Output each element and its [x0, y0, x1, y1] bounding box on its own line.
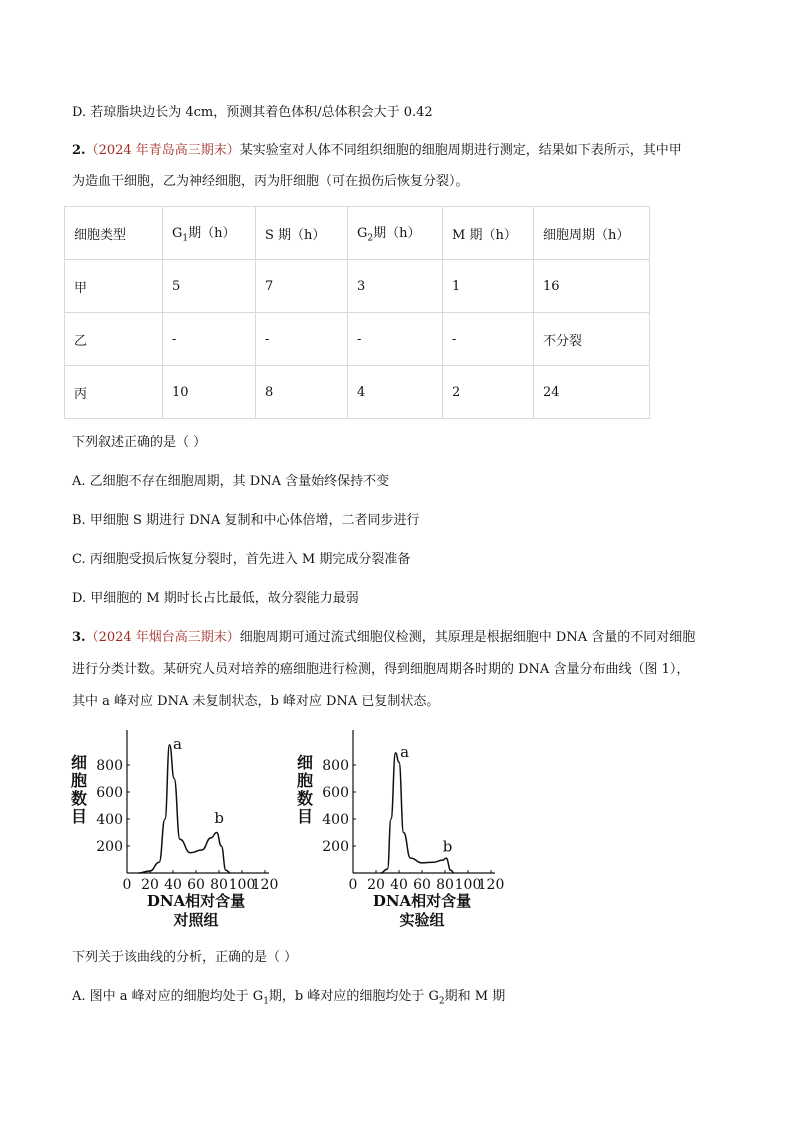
- table-cell: -: [256, 313, 348, 366]
- control-group-chart: [64, 718, 294, 933]
- y-tick-label: 400: [322, 812, 349, 828]
- q3-stem-line3: 其中 a 峰对应 DNA 未复制状态，b 峰对应 DNA 已复制状态。: [72, 694, 440, 709]
- x-axis-label: DNA相对含量: [146, 892, 246, 910]
- y-tick-label: 800: [322, 758, 349, 774]
- table-row: [65, 313, 650, 366]
- table-cell: 10: [163, 366, 256, 419]
- table-cell: 7: [256, 260, 348, 313]
- header-g2: $G_2$期（h）: [348, 207, 443, 260]
- table-cell: 不分裂: [534, 313, 650, 366]
- q3-option-a: A. 图中 a 峰对应的细胞均处于 $G_1$期，b 峰对应的细胞均处于 $G_2$期和 M 期: [72, 989, 506, 1007]
- x-tick-label: 40: [164, 877, 182, 893]
- q2-stem-line2: 为造血干细胞，乙为神经细胞，丙为肝细胞（可在损伤后恢复分裂）。: [72, 174, 469, 189]
- q3-stem-line2: 进行分类计数。某研究人员对培养的癌细胞进行检测，得到细胞周期各时期的 DNA 含量分布曲线（图 1），: [72, 662, 690, 677]
- cell-cycle-table: [64, 206, 650, 419]
- y-tick-label: 600: [322, 785, 349, 801]
- x-tick-label: 0: [122, 877, 132, 893]
- y-axis-label-char: 细: [296, 753, 314, 772]
- question-number: 2.: [72, 143, 86, 158]
- table-row: [65, 260, 650, 313]
- chart-title: 实验组: [399, 911, 445, 929]
- x-tick-label: 0: [348, 877, 358, 893]
- y-axis-label-char: 目: [70, 807, 88, 826]
- table-cell: -: [348, 313, 443, 366]
- x-tick-label: 20: [141, 877, 159, 893]
- table-cell: 16: [534, 260, 650, 313]
- y-tick-label: 200: [322, 839, 349, 855]
- table-cell: 5: [163, 260, 256, 313]
- chart-title: 对照组: [173, 911, 219, 929]
- peak-label: b: [442, 837, 453, 856]
- header-cell-type: 细胞类型: [65, 207, 163, 260]
- table-cell: 甲: [65, 260, 163, 313]
- x-tick-label: 80: [210, 877, 228, 893]
- y-tick-label: 600: [96, 785, 123, 801]
- y-tick-label: 800: [96, 758, 123, 774]
- question-source: （2024 年烟台高三期末）: [85, 630, 240, 645]
- x-tick-label: 120: [251, 877, 279, 893]
- table-cell: -: [163, 313, 256, 366]
- table-cell: 丙: [65, 366, 163, 419]
- y-axis-label-char: 胞: [70, 771, 88, 790]
- table-cell: 24: [534, 366, 650, 419]
- peak-label: a: [173, 734, 182, 753]
- table-cell: -: [443, 313, 534, 366]
- q2-stem-line1: [72, 141, 682, 161]
- table-header-row: [65, 207, 650, 260]
- header-s: S 期（h）: [256, 207, 348, 260]
- q1-option-d: D. 若琼脂块边长为 4cm，预测其着色体积/总体积会大于 0.42: [72, 105, 433, 120]
- y-axis-label-char: 数: [296, 789, 314, 808]
- y-axis-label-char: 胞: [296, 771, 314, 790]
- table-cell: 3: [348, 260, 443, 313]
- question-stem: 某实验室对人体不同组织细胞的细胞周期进行测定，结果如下表所示，其中甲: [239, 143, 682, 158]
- x-tick-label: 40: [390, 877, 408, 893]
- header-m: M 期（h）: [443, 207, 534, 260]
- x-tick-label: 60: [187, 877, 205, 893]
- table-row: [65, 366, 650, 419]
- q2-option-a: A. 乙细胞不存在细胞周期，其 DNA 含量始终保持不变: [72, 474, 390, 489]
- q3-question: 下列关于该曲线的分析，正确的是（ ）: [72, 950, 298, 965]
- table-cell: 8: [256, 366, 348, 419]
- x-tick-label: 20: [367, 877, 385, 893]
- y-tick-label: 400: [96, 812, 123, 828]
- header-cycle: 细胞周期（h）: [534, 207, 650, 260]
- table-cell: 乙: [65, 313, 163, 366]
- y-tick-label: 200: [96, 839, 123, 855]
- experimental-group-chart: [290, 718, 520, 933]
- q3-stem-line1: [72, 628, 695, 648]
- x-tick-label: 100: [228, 877, 256, 893]
- y-axis-label-char: 细: [70, 753, 88, 772]
- q2-question: 下列叙述正确的是（ ）: [72, 435, 207, 450]
- q2-option-d: D. 甲细胞的 M 期时长占比最低，故分裂能力最弱: [72, 591, 359, 606]
- question-source: （2024 年青岛高三期末）: [85, 143, 240, 158]
- x-axis-label: DNA相对含量: [372, 892, 472, 910]
- x-tick-label: 100: [454, 877, 482, 893]
- x-tick-label: 120: [477, 877, 505, 893]
- q2-option-b: B. 甲细胞 S 期进行 DNA 复制和中心体倍增，二者同步进行: [72, 513, 420, 528]
- x-tick-label: 60: [413, 877, 431, 893]
- question-stem: 细胞周期可通过流式细胞仪检测，其原理是根据细胞中 DNA 含量的不同对细胞: [239, 630, 696, 645]
- question-number: 3.: [72, 630, 86, 645]
- table-cell: 2: [443, 366, 534, 419]
- q2-option-c: C. 丙细胞受损后恢复分裂时，首先进入 M 期完成分裂准备: [72, 552, 411, 567]
- table-cell: 4: [348, 366, 443, 419]
- x-tick-label: 80: [436, 877, 454, 893]
- table-cell: 1: [443, 260, 534, 313]
- peak-label: b: [214, 809, 225, 828]
- peak-label: a: [400, 742, 410, 761]
- y-axis-label-char: 目: [296, 807, 314, 826]
- header-g1: $G_1$期（h）: [163, 207, 256, 260]
- y-axis-label-char: 数: [70, 789, 88, 808]
